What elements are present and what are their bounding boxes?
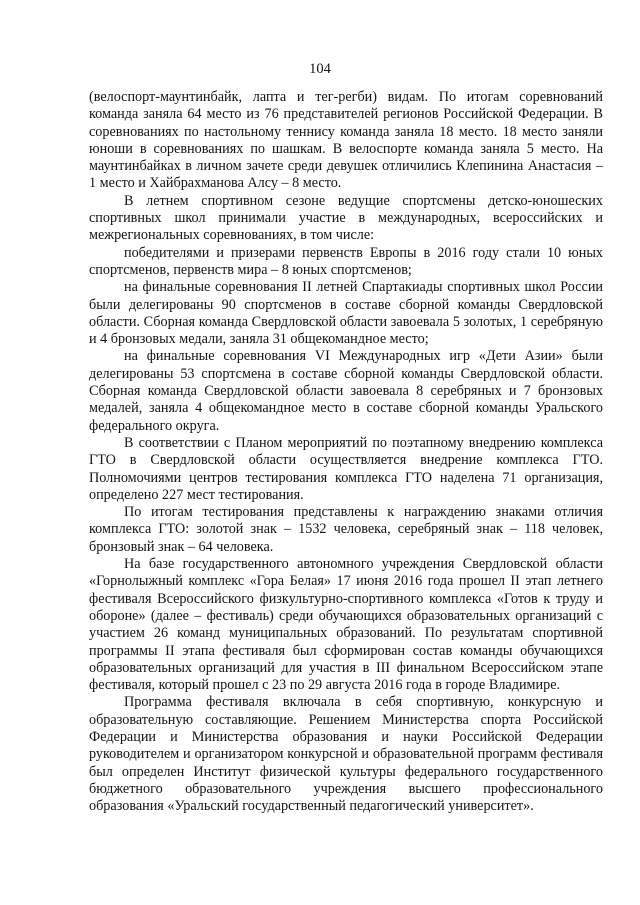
paragraph-gto-awards: По итогам тестирования представлены к награждению знаками отличия комплекса ГТО: золотой знак – 1532 человека, серебряный знак – 118 человек, бронзовый знак – 64 человека. [89, 504, 603, 555]
paragraph-cycling-results: (велоспорт-маунтинбайк, лапта и тег-регби) видам. По итогам соревнований команда заняла 64 место из 76 представителей регионов Российской Федерации. В соревнованиях по настольному теннису команда заняла 18 место. 18 место заняли юноши в соревнованиях по шашкам. В велоспорте команда заняла 5 место. На маунтинбайках в личном зачете среди девушек отличились Клепинина Анастасия – 1 место и Хайбрахманова Алсу – 8 место. [89, 89, 603, 192]
paragraph-gto-plan: В соответствии с Планом мероприятий по поэтапному внедрению комплекса ГТО в Свердловской области осуществляется внедрение комплекса ГТО. Полномочиями центров тестирования комплекса ГТО наделена 71 организация, определено 227 мест тестирования. [89, 434, 603, 503]
paragraph-summer-season: В летнем спортивном сезоне ведущие спортсмены детско-юношеских спортивных школ принимали участие в международных, всероссийских и межрегиональных соревнованиях, в том числе: [89, 192, 603, 244]
paragraph-europe-championships: победителями и призерами первенств Европы в 2016 году стали 10 юных спортсменов, первенств мира – 8 юных спортсменов; [89, 244, 603, 278]
paragraph-festival-program: Программа фестиваля включала в себя спортивную, конкурсную и образовательную составляющие. Решением Министерства спорта Российской Федерации и Министерства образования и науки Российской Федерации руководителем и организатором конкурсной и образовательной программ фестиваля был определен Институт физической культуры федерального государственного бюджетного образовательного учреждения высшего профессионального образования «Уральский государственный педагогический университет». [89, 694, 603, 815]
page-number: 104 [309, 61, 331, 77]
document-body [89, 89, 603, 815]
paragraph-spartakiad: на финальные соревнования II летней Спартакиады спортивных школ России были делегированы 90 спортсменов в составе сборной команды Свердловской области. Сборная команда Свердловской области завоевала 5 золотых, 1 серебряную и 4 бронзовых медали, заняла 31 общекомандное место; [89, 279, 603, 348]
paragraph-gto-festival: На базе государственного автономного учреждения Свердловской области «Горнолыжный комплекс «Гора Белая» 17 июня 2016 года прошел II этап летнего фестиваля Всероссийского физкультурно-спортивного комплекса «Готов к труду и обороне» (далее – фестиваль) среди обучающихся образовательных организаций с участием 26 команд муниципальных образований. По результатам спортивной программы II этапа фестиваля был сформирован состав команды обучающихся образовательных организаций для участия в III финальном Всероссийском этапе фестиваля, который прошел с 23 по 29 августа 2016 года в городе Владимире. [89, 556, 603, 694]
paragraph-children-of-asia: на финальные соревнования VI Международных игр «Дети Азии» были делегированы 53 спортсмена в составе сборной команды Свердловской области. Сборная команда Свердловской области завоевала 8 серебряных и 7 бронзовых медалей, заняла 4 общекомандное место в составе сборной команды Уральского федерального округа. [89, 348, 603, 434]
